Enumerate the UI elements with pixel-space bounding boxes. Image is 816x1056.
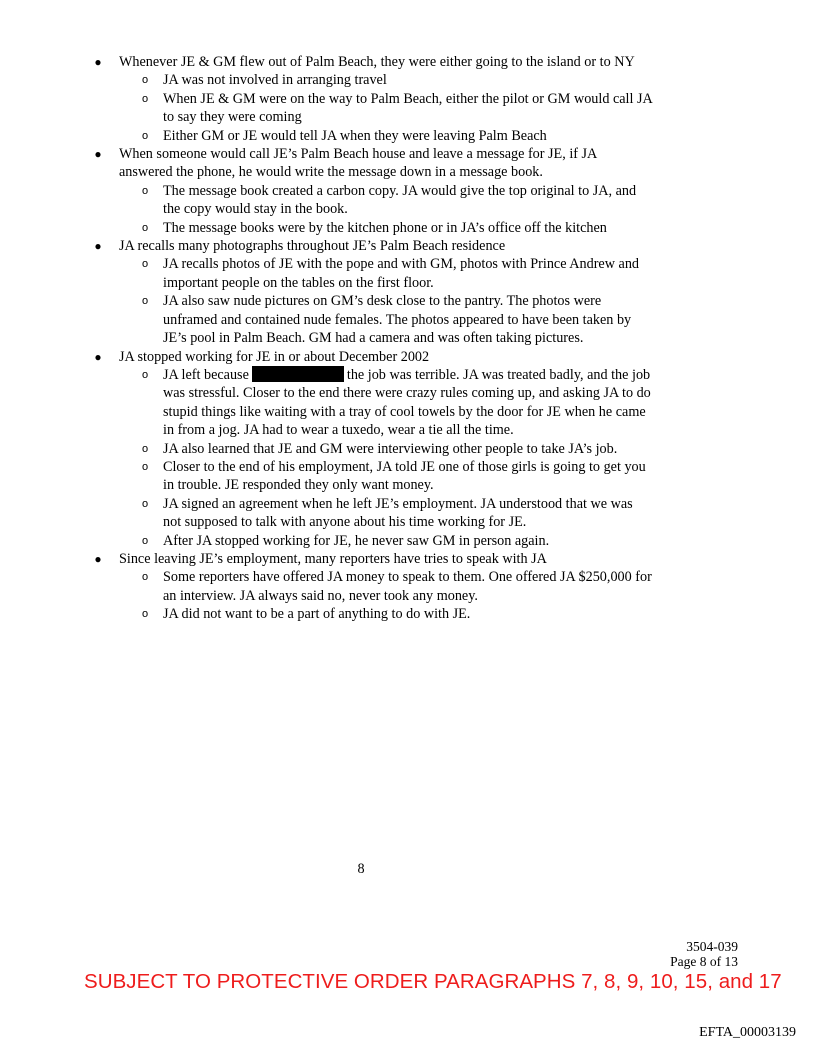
bullet-icon: ● [94,551,102,566]
page-number: 8 [357,861,365,877]
sub-bullet-text: JA recalls photos of JE with the pope and with GM, photos with Prince Andrew and important people on the tables on the first floor. [163,256,640,291]
protective-order-notice: SUBJECT TO PROTECTIVE ORDER PARAGRAPHS 7, 8, 9, 10, 15, and 17 [84,970,782,993]
sub-bullet-text: JA did not want to be a part of anything to do with JE. [163,606,471,623]
sub-bullet-text: The message book created a carbon copy. JA would give the top original to JA, and the copy would stay in the book. [163,182,637,218]
bullet-text: JA recalls many photographs throughout JE’s Palm Beach residence [119,238,506,255]
sub-bullet-item [93,255,653,292]
circle-bullet-icon: o [141,74,149,87]
sub-bullet-item [93,127,653,145]
sub-bullet-text: Either GM or JE would tell JA when they were leaving Palm Beach [163,127,547,144]
sub-bullet-text: When JE & GM were on the way to Palm Beach, either the pilot or GM would call JA to say they were coming [163,90,652,126]
sub-bullet-text-after: the job was terrible. JA was treated badly, and the job was stressful. Closer to the end there were crazy rules coming up, and asking JA to do stupid things like waiting with a tray of cool towels by the door for JE when he came in from a jog. JA had to wear a tuxedo, wear a tie all the time. [163,366,651,439]
circle-bullet-icon: o [141,295,149,308]
sub-bullet-text: JA signed an agreement when he left JE’s employment. JA understood that we was not supposed to talk with anyone about his time working for JE. [163,495,633,531]
circle-bullet-icon: o [141,442,149,455]
sub-bullet-item [93,532,653,550]
circle-bullet-icon: o [141,571,149,584]
bullet-item [93,53,653,71]
sub-bullet-text: JA also learned that JE and GM were interviewing other people to take JA’s job. [163,440,618,457]
sub-bullet-item [93,219,653,237]
bullet-text: Since leaving JE’s employment, many reporters have tries to speak with JA [119,550,547,567]
bates-number: EFTA_00003139 [699,1025,796,1040]
circle-bullet-icon: o [141,497,149,510]
bullet-item [93,348,653,366]
sub-bullet-item [93,90,653,127]
bullet-icon: ● [94,239,102,254]
sub-bullet-item [93,495,653,532]
sub-bullet-text: JA was not involved in arranging travel [163,72,387,89]
sub-bullet-text: The message books were by the kitchen phone or in JA’s office off the kitchen [163,219,607,236]
document-reference [670,940,738,969]
bullet-icon: ● [94,147,102,162]
sub-bullet-text-before: JA left because [163,366,249,383]
sub-bullet-item [93,458,653,495]
sub-bullet-item [93,366,653,440]
circle-bullet-icon: o [141,184,149,197]
bullet-icon: ● [94,55,102,69]
circle-bullet-icon: o [141,460,149,473]
circle-bullet-icon: o [141,129,149,142]
bullet-text: JA stopped working for JE in or about December 2002 [119,348,430,365]
bullet-item [93,550,653,568]
sub-bullet-item [93,182,653,219]
sub-bullet-item [93,292,653,347]
document-body [93,53,653,624]
redaction-block [252,366,344,382]
circle-bullet-icon: o [141,258,149,271]
sub-bullet-item [93,605,653,623]
circle-bullet-icon: o [141,368,149,381]
sub-bullet-text: After JA stopped working for JE, he never saw GM in person again. [163,532,550,549]
circle-bullet-icon: o [141,221,149,234]
circle-bullet-icon: o [141,534,149,547]
bullet-item [93,237,653,255]
circle-bullet-icon: o [141,92,149,105]
bullet-item [93,145,653,182]
circle-bullet-icon: o [141,608,149,621]
sub-bullet-item [93,440,653,458]
sub-bullet-text: Some reporters have offered JA money to speak to them. One offered JA $250,000 for an interview. JA always said no, never took any money. [163,569,652,604]
sub-bullet-item [93,568,653,605]
bullet-text: Whenever JE & GM flew out of Palm Beach, they were either going to the island or to NY [119,54,635,70]
sub-bullet-text: JA also saw nude pictures on GM’s desk close to the pantry. The photos were unframed and contained nude females. The photos appeared to have been taken by JE’s pool in Palm Beach. GM had a camera and was often taking pictures. [163,293,632,347]
sub-bullet-text: Closer to the end of his employment, JA told JE one of those girls is going to get you in trouble. JE responded they only want money. [163,458,646,494]
bullet-text: When someone would call JE’s Palm Beach house and leave a message for JE, if JA answered the phone, he would write the message down in a message book. [119,146,597,181]
page-of-label: Page 8 of 13 [670,953,738,969]
document-id: 3504-039 [686,939,738,954]
bullet-icon: ● [94,349,102,364]
sub-bullet-item [93,71,653,89]
